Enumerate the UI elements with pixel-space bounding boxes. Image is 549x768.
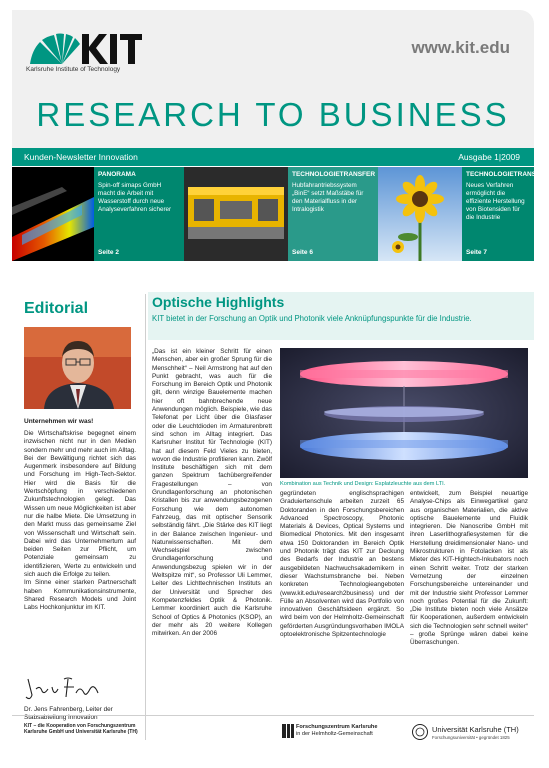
article-title: Optische Highlights — [152, 294, 285, 310]
teaser-text: Neues Verfahren ermöglicht die effiziente Herstellung von Biotensiden für die Industrie — [466, 182, 525, 221]
kit-logo — [26, 28, 146, 88]
teaser-bine[interactable] — [288, 167, 378, 261]
university-logo — [412, 723, 519, 746]
editorial-title: Editorial — [24, 300, 89, 317]
issue-number: Ausgabe 1|2009 — [458, 152, 520, 162]
editorial-body — [24, 430, 136, 613]
university-seal-icon — [412, 723, 428, 741]
header — [12, 10, 534, 148]
fzk-logo-icon — [282, 724, 294, 738]
editorial-greeting: Unternehmen wir was! — [24, 418, 94, 425]
newsletter-title: RESEARCH TO BUSINESS — [36, 96, 510, 133]
teaser-text: Hubfahrantriebssystem „BinE“ setzt Maßstäbe für den Materialfluss in der Intralogistik — [292, 182, 364, 213]
signature — [24, 675, 104, 703]
sunflower-image — [378, 167, 462, 261]
teaser-page: Seite 2 — [98, 249, 119, 256]
article-column-2: gegründeten englischsprachigen Graduiertenschule arbeiten zurzeit 65 Doktoranden in den Forschungsbereichen Advanced Spectroscopy, Photonic Materials & Devices, Optical Systems und Biomedical Photonics. Mit den insgesamt etwa 150 Doktoranden im Bereich Optik und Photonik trägt das KIT zur Deckung des Bedarfs der Industrie an bestens ausgebildeten Nachwuchsakademikern in dieser Wachstumsbranche bei. Neben konkreten Technologieangeboten (www.kit.edu/research2business) und der Fülle an Absolventen wird das Portfolio von innovativen Geschäftsideen ergänzt. So wird beim von der Helmholtz-Gemeinschaft geförderten Ausgründungsvorhaben IMOLA optoelektronische Spitzentechnologie — [280, 490, 404, 639]
university-sub: Forschungsuniversität • gegründet 1825 — [432, 735, 510, 740]
teaser-heading: PANORAMA — [98, 171, 136, 178]
kit-logo-icon — [26, 28, 146, 68]
teaser-text: Spin-off simaps GmbH macht die Arbeit mit Wasserstoff durch neue Analyseverfahren sicherer — [98, 182, 172, 213]
photo-caption: Kombination aus Technik und Design: Esplatzleuchte aus dem LTI. — [280, 481, 446, 487]
editorial-paragraph: Im Sinne einer starken Partnerschaft haben Kommunikationsinstrumente, Shared Research Models und Joint Labs Hochkonjunktur im KIT. — [24, 579, 136, 612]
footer — [12, 715, 534, 750]
article-column-1: „Das ist ein kleiner Schritt für einen Menschen, aber ein großer Sprung für die Menschheit“ – Neil Armstrong hat auf den Punkt gebracht, was auch für die Forschung im Bereich Optik und Photonik gilt, denn winzige Bauelemente machen hier oft bahnbrechende neue Anwendungen möglich. Beispiele, wie das Telefonat per Licht über die Glasfaser oder die Leuchtdioden im Armaturenbrett sind schon im Alltag integriert. Das Karlsruher Institut für Technologie (KIT) hat auf diesem Feld Vieles zu bieten, wovon die Industrie profitieren kann. Zwölf Institute beschäftigen sich mit dem ganzen Spektrum fachübergreifender Fragestellungen – von Grundlagenforschung an photonischen Kristallen bis zur anwendungsbezogenen Forschung wie dem autonomen Fahrzeug, das mit optischer Sensorik selbständig fährt. „Die Stärke des KIT liegt in der Balance zwischen Ingenieur- und Naturwissenschaften. Mit dem Wechselspiel zwischen Grundlagenforschung und Anwendungsbezug spielen wir in der Weltspitze mit“, so Professor Uli Lemmer, Leiter des Lichttechnischen Instituts an der Universität und Sprecher des Kompetenzfeldes Optik & Photonik. Lemmer koordiniert auch die Karlsruhe School of Optics & Photonics (KSOP), an der mehr als 20 weitere Kollegen mitwirken. An der 2006 — [152, 348, 272, 638]
teaser-heading: TECHNOLOGIETRANSFER — [466, 171, 549, 178]
author-name: Dr. Jens Fahrenberg, Leiter der Stabsabteilung Innovation — [24, 706, 113, 722]
newsletter-page — [12, 10, 549, 750]
teaser-page: Seite 6 — [292, 249, 313, 256]
university-name: Universität Karlsruhe (TH) — [432, 725, 519, 734]
teaser-page: Seite 7 — [466, 249, 487, 256]
teaser-biotenside[interactable] — [462, 167, 549, 261]
fzk-sub: in der Helmholtz-Gemeinschaft — [296, 731, 373, 737]
logo-subtitle: Karlsruhe Institute of Technology — [26, 66, 121, 73]
website-url[interactable]: www.kit.edu — [411, 38, 510, 57]
footer-cooperation-text: KIT – die Kooperation von Forschungszentrum Karlsruhe GmbH und Universität Karlsruhe (TH) — [24, 723, 138, 736]
teaser-heading: TECHNOLOGIETRANSFER — [292, 171, 376, 178]
teaser-panorama[interactable] — [94, 167, 184, 261]
teaser-strip — [12, 167, 549, 261]
column-divider — [145, 294, 146, 740]
author-photo — [24, 327, 131, 409]
fzk-logo — [282, 724, 378, 743]
article-subtitle: KIT bietet in der Forschung an Optik und Photonik viele Anknüpfungspunkte für die Industrie. — [152, 314, 472, 323]
editorial-paragraph: Die Wirtschaftskrise begegnet einem inzwischen nicht nur in den Medien sondern mehr und mehr auch im Alltag. Bei der Bewältigung richtet sich das Augenmerk insbesondere auf Bildung und Forschung im High-Tech-Sektor. Hier wird die Basis für die Wertschöpfung in verschiedenen Zukunftstechnologien gelegt. Das Wissen um neue Möglichkeiten ist aber nur die halbe Miete. Die Umsetzung in den Markt muss das gemeinsame Ziel von Wissenschaft und Wirtschaft sein. Dabei wird das Unternehmertum auf beiden Seiten zur Pflicht, um Potenziale gemeinsam zu identifizieren, Werte zu entwickeln und sich auch die Erfolge zu teilen. — [24, 430, 136, 579]
lamp-photo — [280, 348, 528, 478]
article-header — [148, 292, 534, 340]
article-column-3: entwickelt, zum Beispiel neuartige Analyse-Chips als Einwegartikel ganz aus organischen Materialien, die aktive optische Bauelemente und Fluidik integrieren. Die Nanoscribe GmbH mit ihren Laserlithografiesystemen für die Herstellung dreidimensionaler Nano- und Mikrostrukturen in Fotolacken ist als Mieter des KIT-Hightech-Inkubators noch einen Schritt weiter. Trotz der starken Vernetzung der einzelnen Forschungsbereiche untereinander und mit der Industrie sieht Professor Lemmer noch großes Potential für die Zukunft: „Die Institute bieten noch viele Ansätze für Kooperationen, außerdem entwickeln sich die Technologien sehr schnell weiter“ – große Sprünge wären dabei keine Überraschungen. — [410, 490, 528, 647]
issue-band — [12, 148, 534, 166]
fzk-name: Forschungszentrum Karlsruhe — [296, 724, 378, 730]
hydrogen-sensor-image — [12, 167, 94, 261]
editorial-column — [12, 300, 144, 740]
newsletter-name: Kunden-Newsletter Innovation — [24, 152, 138, 162]
drive-system-image — [184, 167, 288, 261]
